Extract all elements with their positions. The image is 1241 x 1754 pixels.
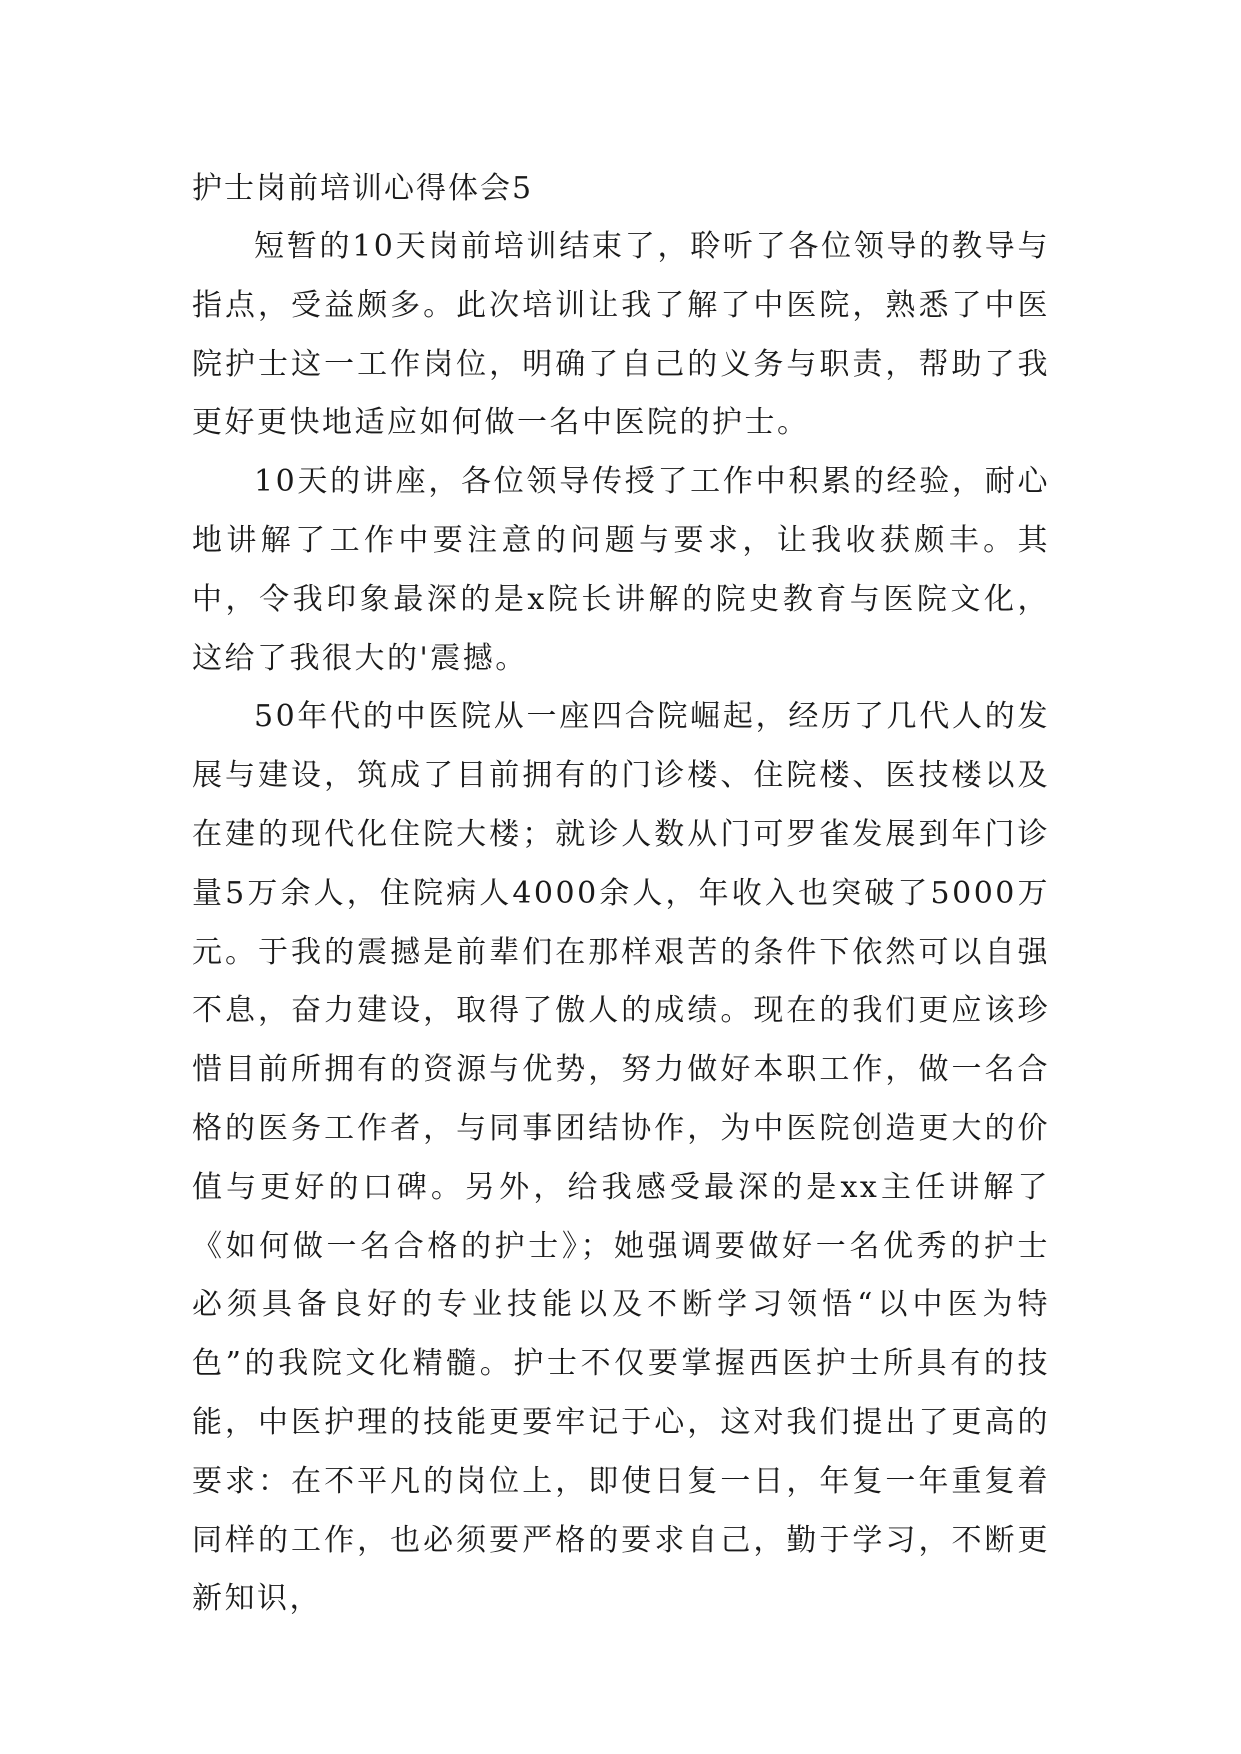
- document-body: [192, 160, 1050, 1629]
- document-title: 护士岗前培训心得体会5: [192, 171, 534, 206]
- paragraph-3: 50年代的中医院从一座四合院崛起，经历了几代人的发展与建设，筑成了目前拥有的门诊楼、住院楼、医技楼以及在建的现代化住院大楼；就诊人数从门可罗雀发展到年门诊量5万余人，住院病人4000余人，年收入也突破了5000万元。于我的震撼是前辈们在那样艰苦的条件下依然可以自强不息，奋力建设，取得了傲人的成绩。现在的我们更应该珍惜目前所拥有的资源与优势，努力做好本职工作，做一名合格的医务工作者，与同事团结协作，为中医院创造更大的价值与更好的口碑。另外，给我感受最深的是xx主任讲解了《如何做一名合格的护士》；她强调要做好一名优秀的护士必须具备良好的专业技能以及不断学习领悟“以中医为特色”的我院文化精髓。护士不仅要掌握西医护士所具有的技能，中医护理的技能更要牢记于心，这对我们提出了更高的要求：在不平凡的岗位上，即使日复一日，年复一年重复着同样的工作，也必须要严格的要求自己，勤于学习，不断更新知识，: [192, 699, 1050, 1617]
- paragraph-2: 10天的讲座，各位领导传授了工作中积累的经验，耐心地讲解了工作中要注意的问题与要求，让我收获颇丰。其中，令我印象最深的是x院长讲解的院史教育与医院文化，这给了我很大的'震撼。: [192, 464, 1050, 676]
- paragraph-1: 短暂的10天岗前培训结束了，聆听了各位领导的教导与指点，受益颇多。此次培训让我了解了中医院，熟悉了中医院护士这一工作岗位，明确了自己的义务与职责，帮助了我更好更快地适应如何做一名中医院的护士。: [192, 229, 1050, 441]
